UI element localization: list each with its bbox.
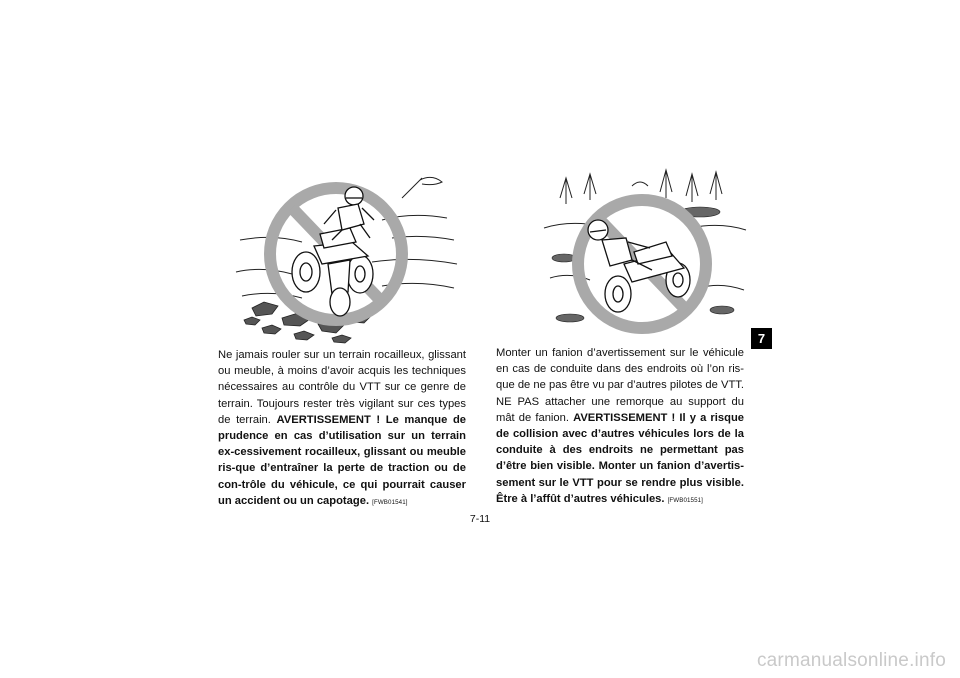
right-text-column: [496, 345, 744, 509]
atv-rocky-terrain-prohibited-icon: [232, 168, 464, 346]
right-warning-text: AVERTISSEMENT ! Il y a risque de collision avec d’autres véhicules lors de la conduite à des endroits ne permettant pas d’être bien visible. Monter un fanion d’avertis-sement sur le VTT pour se rendre plus visible. Être à l’affût d’autres véhicules.: [496, 411, 744, 505]
left-warning-text: AVERTISSEMENT ! Le manque de prudence en cas d’utilisation sur un terrain ex-cessivement rocailleux, glissant ou meuble ris-que d’entraîner la perte de traction ou de con-trôle du véhicule, ce qui pourrait causer un accident ou un capotage.: [218, 413, 467, 507]
left-warning-code: [FWB01541]: [372, 498, 408, 506]
atv-slippery-terrain-prohibited-icon: [540, 168, 750, 336]
watermark-text: carmanualsonline.info: [756, 650, 946, 671]
chapter-tab: 7: [751, 328, 772, 349]
right-warning-code: [FWB01551]: [667, 496, 704, 504]
left-text-column: [218, 347, 466, 511]
left-intro-text: Ne jamais rouler sur un terrain rocailleux, glissant ou meuble, à moins d’avoir acquis les techniques nécessaires au contrôle du VTT sur ce genre de terrain. Toujours rester très vigilant sur ces types de terrain.: [218, 349, 466, 426]
right-paragraph: [496, 345, 744, 509]
page-number: 7-11: [469, 513, 491, 525]
right-intro-text: Monter un fanion d’avertissement sur le véhicule en cas de conduite dans des endroits où l’on ris-que de ne pas être vu par d’autres pilotes de VTT. NE PAS attacher une remorque au support du mât de fanion.: [496, 347, 744, 424]
left-paragraph: [218, 347, 466, 511]
